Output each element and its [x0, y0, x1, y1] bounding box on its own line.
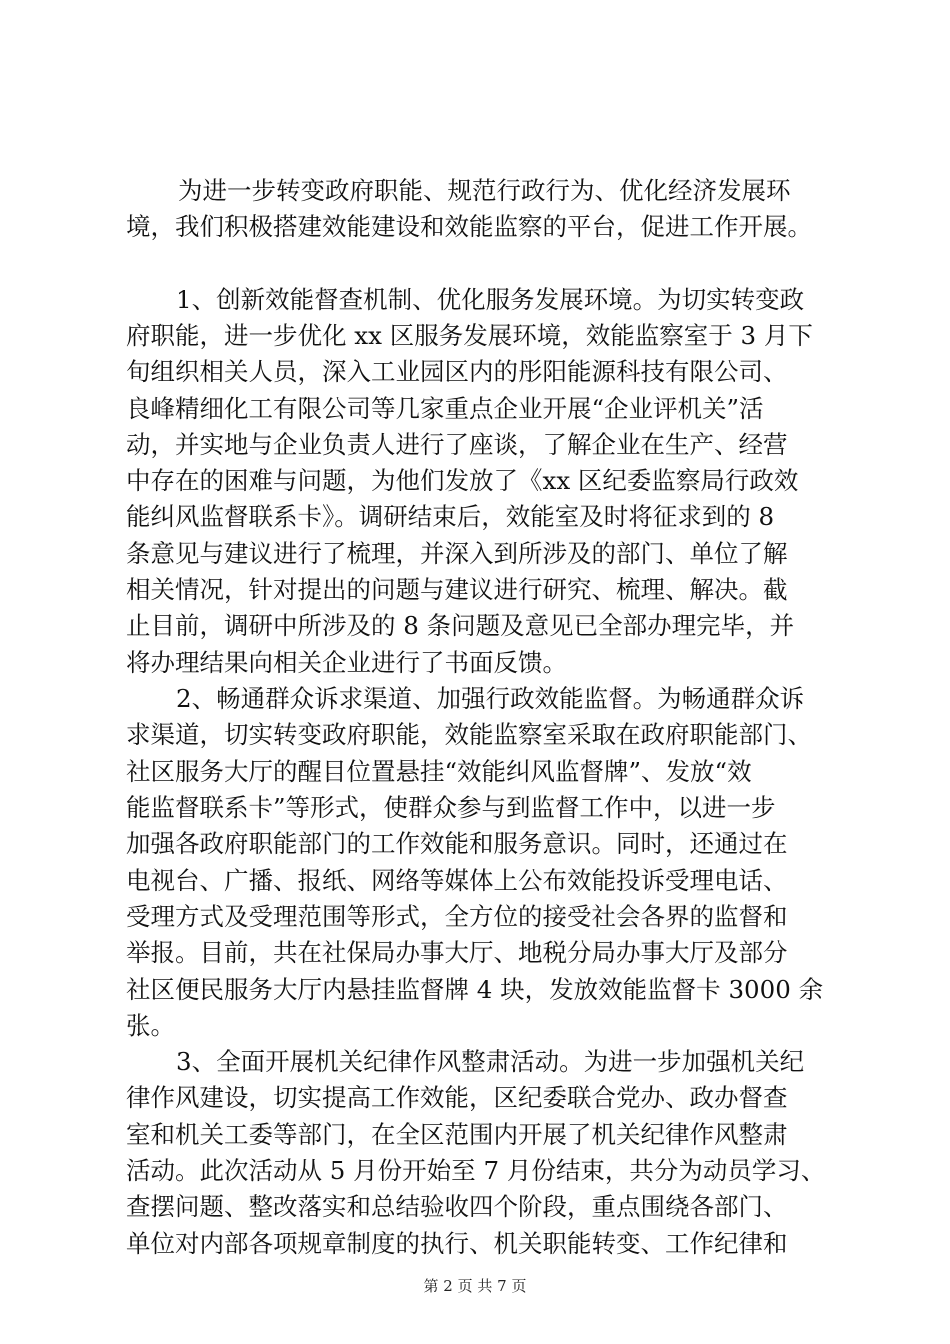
section2-line-3: 社区服务大厅的醒目位置悬挂“效能纠风监督牌”、发放“效	[126, 757, 752, 786]
section2-line-2: 求渠道，切实转变政府职能，效能监察室采取在政府职能部门、	[126, 720, 812, 749]
section3-line-6: 单位对内部各项规章制度的执行、机关职能转变、工作纪律和	[126, 1229, 788, 1258]
section1-line-9: 相关情况，针对提出的问题与建议进行研究、梳理、解决。截	[126, 575, 788, 604]
section1-line-1: 1、创新效能督查机制、优化服务发展环境。为切实转变政	[176, 285, 805, 314]
section3-line-4: 活动。此次活动从 5 月份开始至 7 月份结束，共分为动员学习、	[126, 1156, 826, 1185]
section2-line-8: 举报。目前，共在社保局办事大厅、地税分局办事大厅及部分	[126, 938, 788, 967]
section1-line-10: 止目前，调研中所涉及的 8 条问题及意见已全部办理完毕，并	[126, 611, 795, 640]
section1-line-3: 旬组织相关人员，深入工业园区内的彤阳能源科技有限公司、	[126, 357, 788, 386]
section1-line-6: 中存在的困难与问题，为他们发放了《xx 区纪委监察局行政效	[126, 466, 799, 495]
section1-line-11: 将办理结果向相关企业进行了书面反馈。	[126, 648, 567, 677]
section2-line-9: 社区便民服务大厅内悬挂监督牌 4 块，发放效能监督卡 3000 余	[126, 975, 824, 1004]
section2-line-5: 加强各政府职能部门的工作效能和服务意识。同时，还通过在	[126, 829, 788, 858]
section2-line-6: 电视台、广播、报纸、网络等媒体上公布效能投诉受理电话、	[126, 866, 788, 895]
section3-line-2: 律作风建设，切实提高工作效能，区纪委联合党办、政办督查	[126, 1083, 788, 1112]
section2-line-4: 能监督联系卡”等形式，使群众参与到监督工作中，以进一步	[126, 793, 776, 822]
section3-line-5: 查摆问题、整改落实和总结验收四个阶段，重点围绕各部门、	[126, 1192, 788, 1221]
page-number-footer: 第 2 页 共 7 页	[423, 1277, 527, 1295]
section3-line-3: 室和机关工委等部门，在全区范围内开展了机关纪律作风整肃	[126, 1120, 788, 1149]
intro-line-2: 境，我们积极搭建效能建设和效能监察的平台，促进工作开展。	[126, 212, 812, 241]
section3-line-1: 3、全面开展机关纪律作风整肃活动。为进一步加强机关纪	[176, 1047, 805, 1076]
section2-line-7: 受理方式及受理范围等形式，全方位的接受社会各界的监督和	[126, 902, 788, 931]
section2-line-10: 张。	[126, 1011, 175, 1040]
section1-line-2: 府职能，进一步优化 xx 区服务发展环境，效能监察室于 3 月下	[126, 321, 813, 350]
section1-line-7: 能纠风监督联系卡》。调研结束后，效能室及时将征求到的 8	[126, 502, 775, 531]
section1-line-8: 条意见与建议进行了梳理，并深入到所涉及的部门、单位了解	[126, 539, 788, 568]
section1-line-5: 动，并实地与企业负责人进行了座谈，了解企业在生产、经营	[126, 430, 788, 459]
section1-line-4: 良峰精细化工有限公司等几家重点企业开展“企业评机关”活	[126, 394, 764, 423]
intro-line-1: 为进一步转变政府职能、规范行政行为、优化经济发展环	[178, 176, 791, 205]
section2-line-1: 2、畅通群众诉求渠道、加强行政效能监督。为畅通群众诉	[176, 684, 805, 713]
